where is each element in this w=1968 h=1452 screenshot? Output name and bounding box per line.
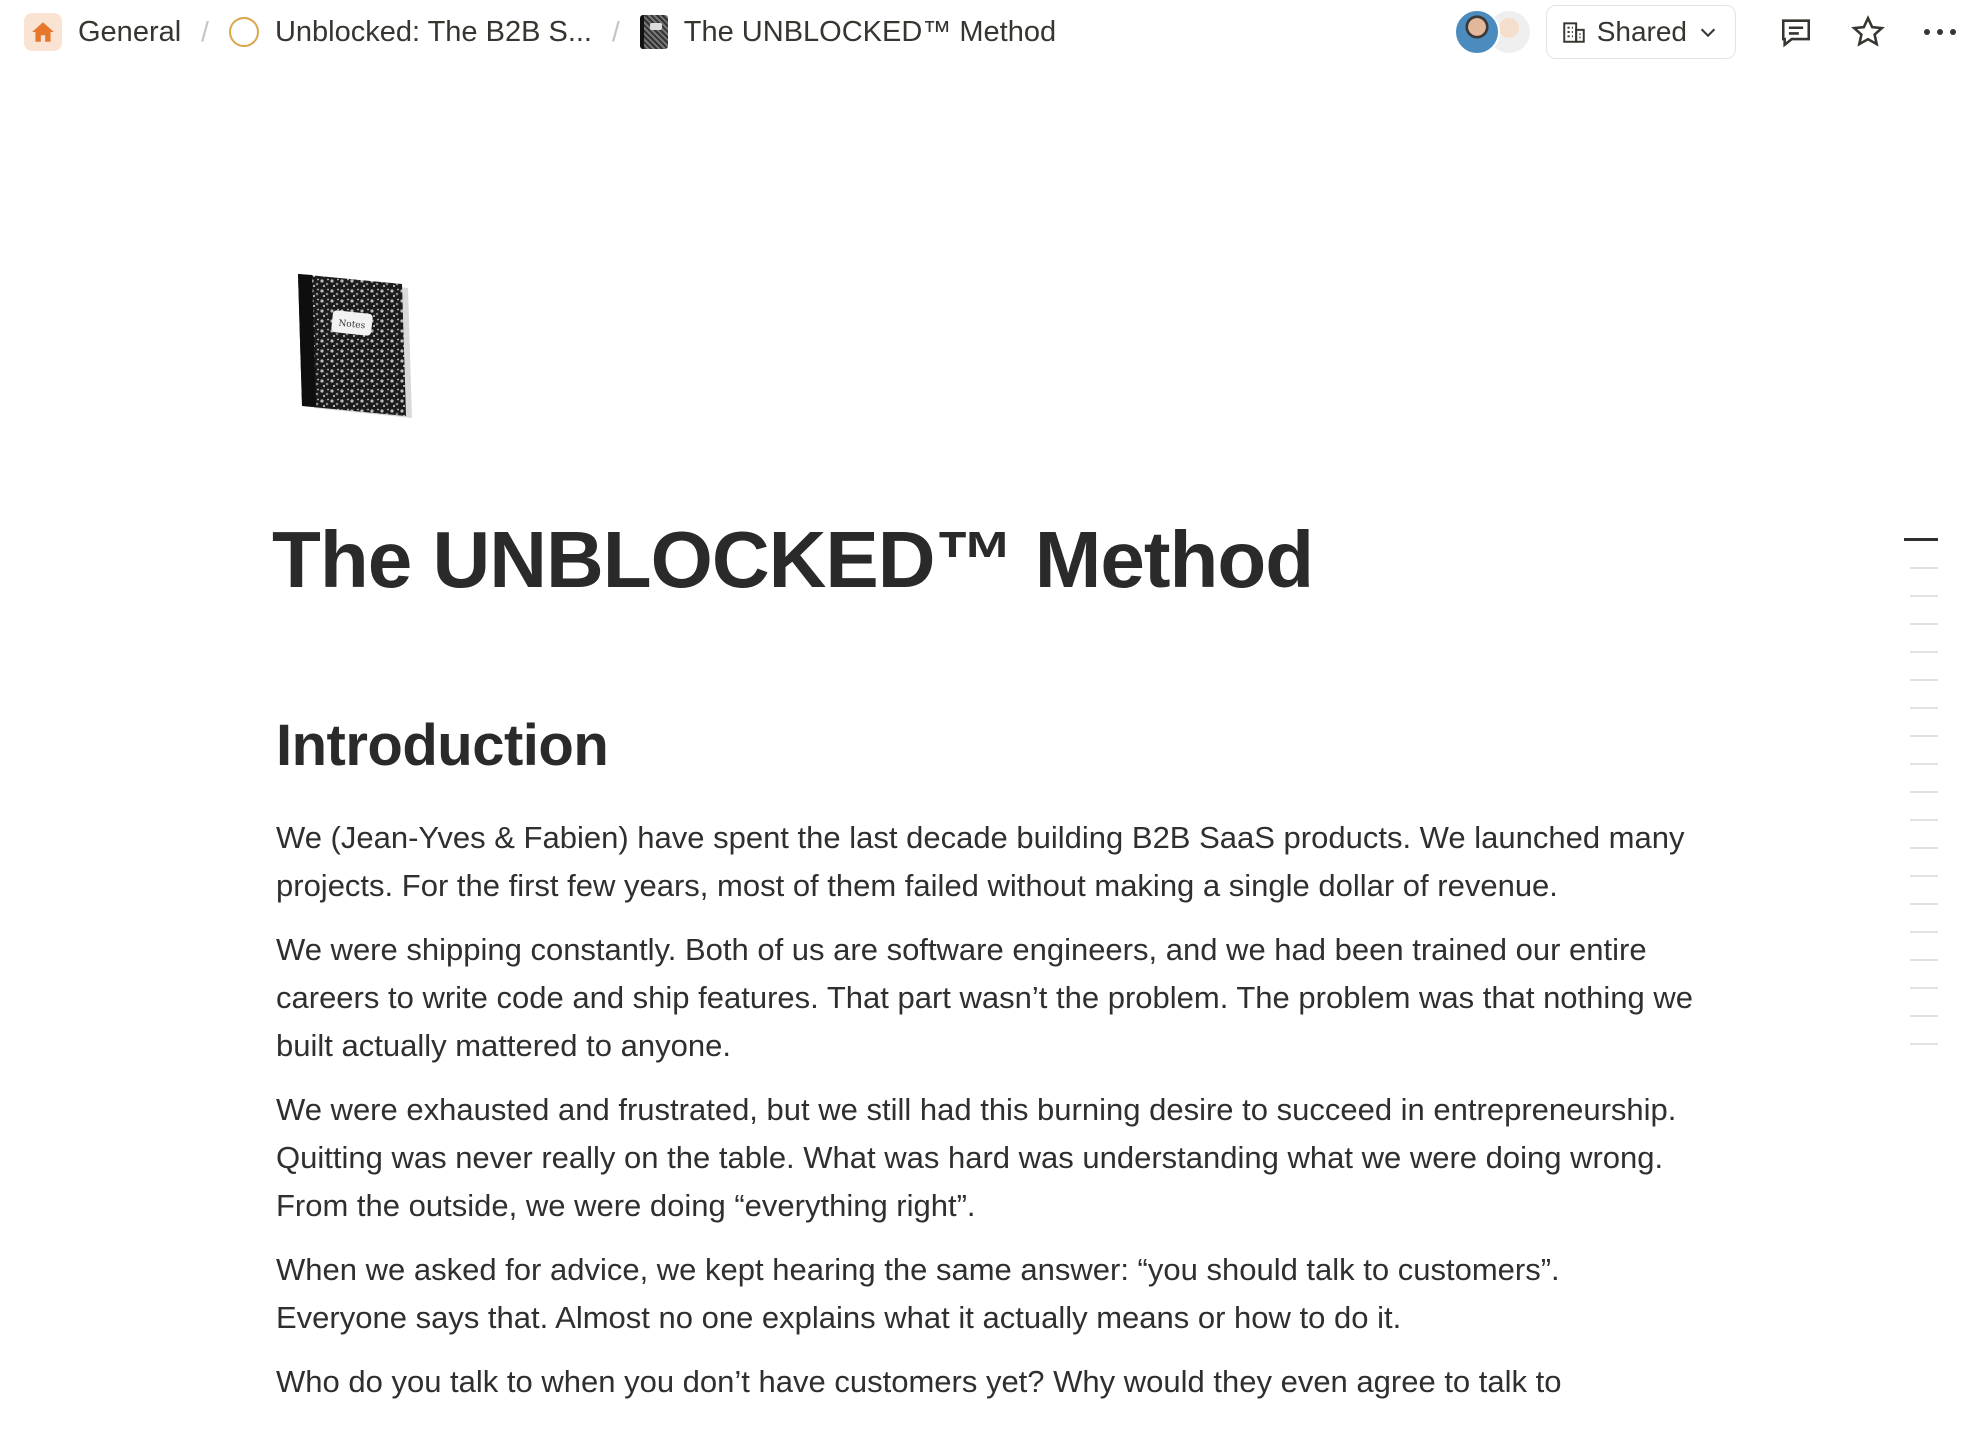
top-bar [0,0,1968,64]
breadcrumb-item-general[interactable] [18,10,187,54]
more-options-button[interactable] [1912,4,1968,60]
page-toolbar [1454,4,1968,60]
star-icon [1850,14,1886,50]
collaborator-avatars[interactable] [1454,9,1532,55]
toc-item[interactable] [1910,931,1938,933]
favorite-button[interactable] [1840,4,1896,60]
toc-item[interactable] [1910,819,1938,821]
share-label: Shared [1596,16,1687,47]
chevron-down-icon [1697,21,1719,43]
paragraph[interactable]: We were exhausted and frustrated, but we still had this burning desire to succeed in entrepreneurship. Quitting was never really on the table. What was hard was understanding what we were doing wrong. From the outside, we were doing “everything right”. [276,1092,1677,1223]
breadcrumb-item-method[interactable] [634,10,1062,54]
paragraph[interactable]: When we asked for advice, we kept hearing the same answer: “you should talk to customers”. Everyone says that. Almost no one explains what it actually means or how to do it. [276,1252,1560,1335]
breadcrumb-label: General [78,15,182,48]
toc-item[interactable] [1910,567,1938,569]
toc-item[interactable] [1910,959,1938,961]
toc-item[interactable] [1910,903,1938,905]
section-heading[interactable]: Introduction [276,713,609,778]
toc-item[interactable] [1910,987,1938,989]
paragraph[interactable]: We (Jean-Yves & Fabien) have spent the last decade building B2B SaaS products. We launched many projects. For the first few years, most of them failed without making a single dollar of revenue. [276,820,1685,903]
toc-item[interactable] [1910,651,1938,653]
circle-icon [229,17,259,47]
toc-item[interactable] [1910,791,1938,793]
toc-item[interactable] [1910,679,1938,681]
notebook-label: Notes [337,318,366,332]
breadcrumb [18,10,1062,54]
notebook-icon[interactable] [290,268,420,424]
breadcrumb-label: The UNBLOCKED™ Method [683,15,1057,48]
comments-button[interactable] [1768,4,1824,60]
toc-item[interactable] [1910,623,1938,625]
toc-item[interactable] [1910,763,1938,765]
page-title[interactable]: The UNBLOCKED™ Method [272,515,1314,604]
more-icon [1922,27,1958,37]
paragraph[interactable]: We were shipping constantly. Both of us are software engineers, and we had been trained our entire careers to write code and ship features. That part wasn’t the problem. The problem was that nothing we built actually mattered to anyone. [276,932,1694,1063]
toc-item[interactable] [1910,595,1938,597]
breadcrumb-separator: / [612,16,620,47]
toc-item[interactable] [1910,875,1938,877]
breadcrumb-separator: / [201,16,209,47]
toc-item[interactable] [1910,1043,1938,1045]
notebook-icon [640,15,668,49]
toc-item[interactable] [1904,538,1938,541]
toc-item[interactable] [1910,847,1938,849]
toc-item[interactable] [1910,707,1938,709]
page-body [276,814,1696,1422]
breadcrumb-item-unblocked[interactable] [223,10,598,54]
breadcrumb-label: Unblocked: The B2B S... [274,15,592,48]
home-icon [24,13,62,51]
toc-item[interactable] [1910,1015,1938,1017]
building-icon [1561,19,1587,45]
toc-item[interactable] [1910,735,1938,737]
share-button[interactable] [1546,5,1736,59]
avatar[interactable] [1454,9,1500,55]
comment-icon [1779,15,1813,49]
paragraph[interactable]: Who do you talk to when you don’t have customers yet? Why would they even agree to talk to [276,1364,1562,1399]
table-of-contents-minimap[interactable] [1904,538,1938,1071]
